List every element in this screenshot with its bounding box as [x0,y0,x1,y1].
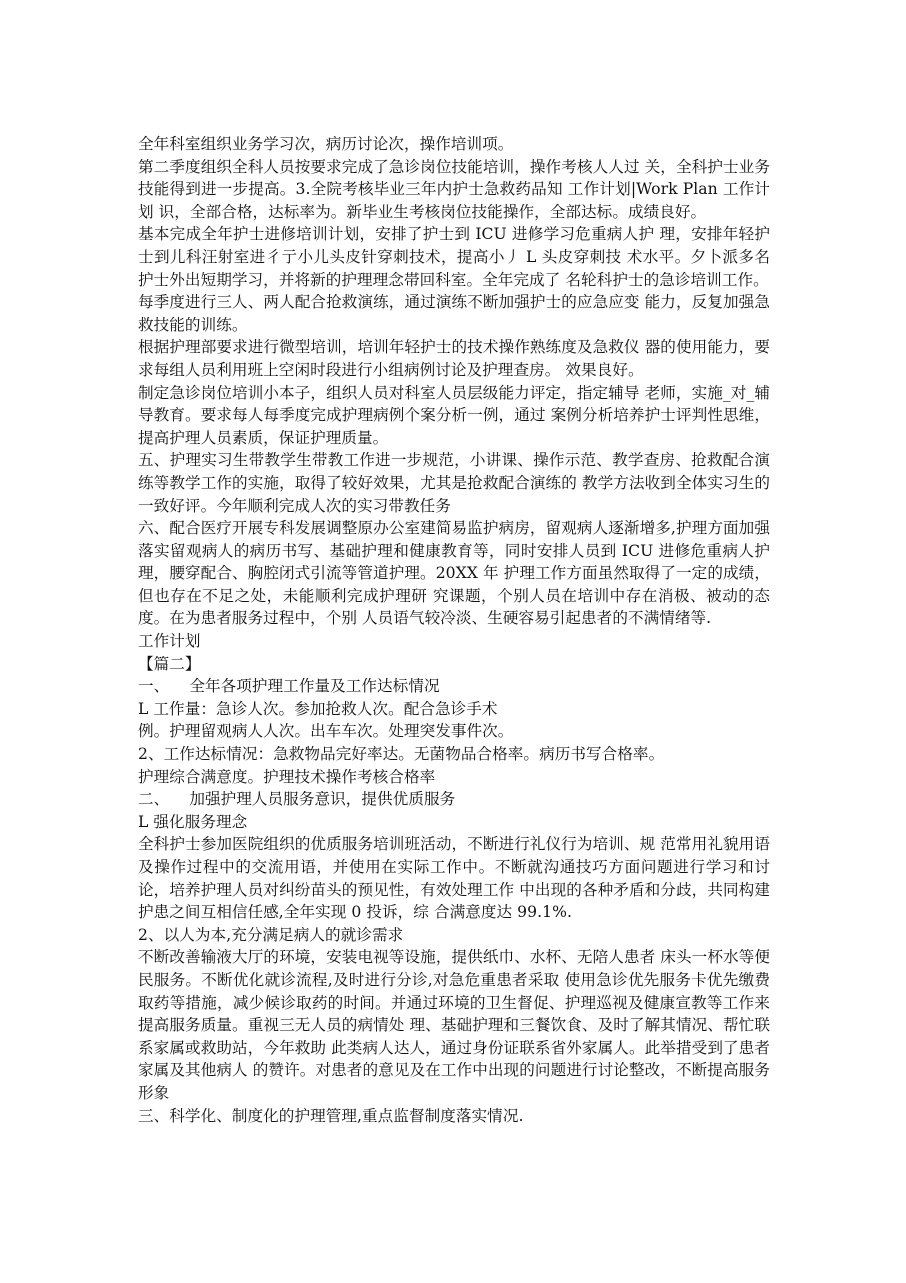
paragraph-compliance: 2、工作达标情况：急救物品完好率达。无菌物品合格率。病历书写合格率。 [138,745,665,764]
heading-section-three: 三、科学化、制度化的护理管理,重点监督制度落实情况. [138,1106,524,1125]
document-page [138,133,770,1127]
paragraph-training-booklet: 制定急诊岗位培训小本子，组织人员对科室人员层级能力评定，指定辅导 老师，实施_对_辅导教育。要求每人每季度完成护理病例个案分析一例，通过 案例分析培养护士评判性思维，提高护理人员素质，保证护理质量。 [138,383,770,447]
heading-section-one: 一、 全年各项护理工作量及工作达标情况 [138,677,440,696]
paragraph-skill-training: 第二季度组织全科人员按要求完成了急诊岗位技能培训，操作考核人人过 关，全科护士业务技能得到进一步提高。3.全院考核毕业三年内护士急救药品知 工作计划|Work Plan 工作计划 识，全部合格，达标率为。新毕业生考核岗位技能操作，全部达标。成绩良好。 [138,157,770,221]
paragraph-rescue-drills: 每季度进行三人、两人配合抢救演练，通过演练不断加强护士的应急应变 能力，反复加强急救技能的训练。 [138,293,770,334]
paragraph-environment: 不断改善输液大厅的环境，安装电视等设施，提供纸巾、水杯、无陪人患者 床头一杯水等便民服务。不断优化就诊流程,及时进行分诊,对急危重患者采取 使用急诊优先服务卡优先缴费取药等措施，减少候诊取药的时间。并通过环境的卫生督促、护理巡视及健康宣教等工作来提高服务质量。重视三无人员的病情处 理、基础护理和三餐饮食、及时了解其情况、帮忙联系家属或救助站，今年救助 此类病人达人，通过身份证联系省外家属人。此举措受到了患者家属及其他病人 的赞许。对患者的意见及在工作中出现的问题进行讨论整改，不断提高服务形象 [138,948,770,1102]
paragraph-workload-continued: 例。护理留观病人人次。出车车次。处理突发事件次。 [138,722,514,741]
heading-service-concept: L 强化服务理念 [138,812,248,831]
paragraph-specialty-development: 六、配合医疗开展专科发展调整原办公室建简易监护病房，留观病人逐渐增多,护理方面加强落实留观病人的病历书写、基础护理和健康教育等，同时安排人员到 ICU 进修危重病人护理，腰穿配合、胸腔闭式引流等管道护理。20XX 年 护理工作方面虽然取得了一定的成绩，但也存在不足之处，未能顺利完成护理研 究课题，个别人员在培训中存在消极、被动的态度。在为患者服务过程中，个别 人员语气较冷淡、生硬容易引起患者的不满情绪等. [138,519,770,628]
heading-section-two: 二、 加强护理人员服务意识，提供优质服务 [138,790,456,809]
paragraph-intern-teaching: 五、护理实习生带教学生带教工作进一步规范，小讲课、操作示范、教学查房、抢救配合演练等教学工作的实施，取得了较好效果，尤其是抢救配合演练的 教学方法收到全体实习生的一致好评。今年顺利完成人次的实习带教任务 [138,451,770,515]
paragraph-workload: L 工作量：急诊人次。参加抢救人次。配合急诊手术 [138,699,498,718]
paragraph-study-summary: 全年科室组织业务学习次，病历讨论次，操作培训项。 [138,135,514,153]
heading-work-plan: 工作计划 [138,632,201,651]
paragraph-quality-service: 全科护士参加医院组织的优质服务培训班活动，不断进行礼仪行为培训、规 范常用礼貌用语及操作过程中的交流用语，并使用在实际工作中。不断就沟通技巧方面问题进行学习和讨论，培养护理人员对纠纷苗头的预见性，有效处理工作 中出现的各种矛盾和分歧，共同构建护患之间互相信任感,全年实现 0 投诉，综 合满意度达 99.1%. [138,835,770,922]
paragraph-satisfaction: 护理综合满意度。护理技术操作考核合格率 [138,767,436,786]
heading-part-two: 【篇二】 [138,654,201,673]
paragraph-micro-training: 根据护理部要求进行微型培训，培训年轻护士的技术操作熟练度及急救仪 器的使用能力，要求每组人员利用班上空闲时段进行小组病例讨论及护理查房。 效果良好。 [138,338,770,379]
heading-patient-centered: 2、以人为本,充分满足病人的就诊需求 [138,925,404,944]
paragraph-advanced-training: 基本完成全年护士进修培训计划，安排了护士到 ICU 进修学习危重病人护 理，安排年轻护士到儿科汪射室进彳亍小儿头皮针穿刺技术，提高小丿 L 头皮穿刺技 术水平。夕卜派多名护士外出短期学习，并将新的护理理念帯回科室。全年完成了 名轮科护士的急诊培训工作。 [138,225,770,289]
